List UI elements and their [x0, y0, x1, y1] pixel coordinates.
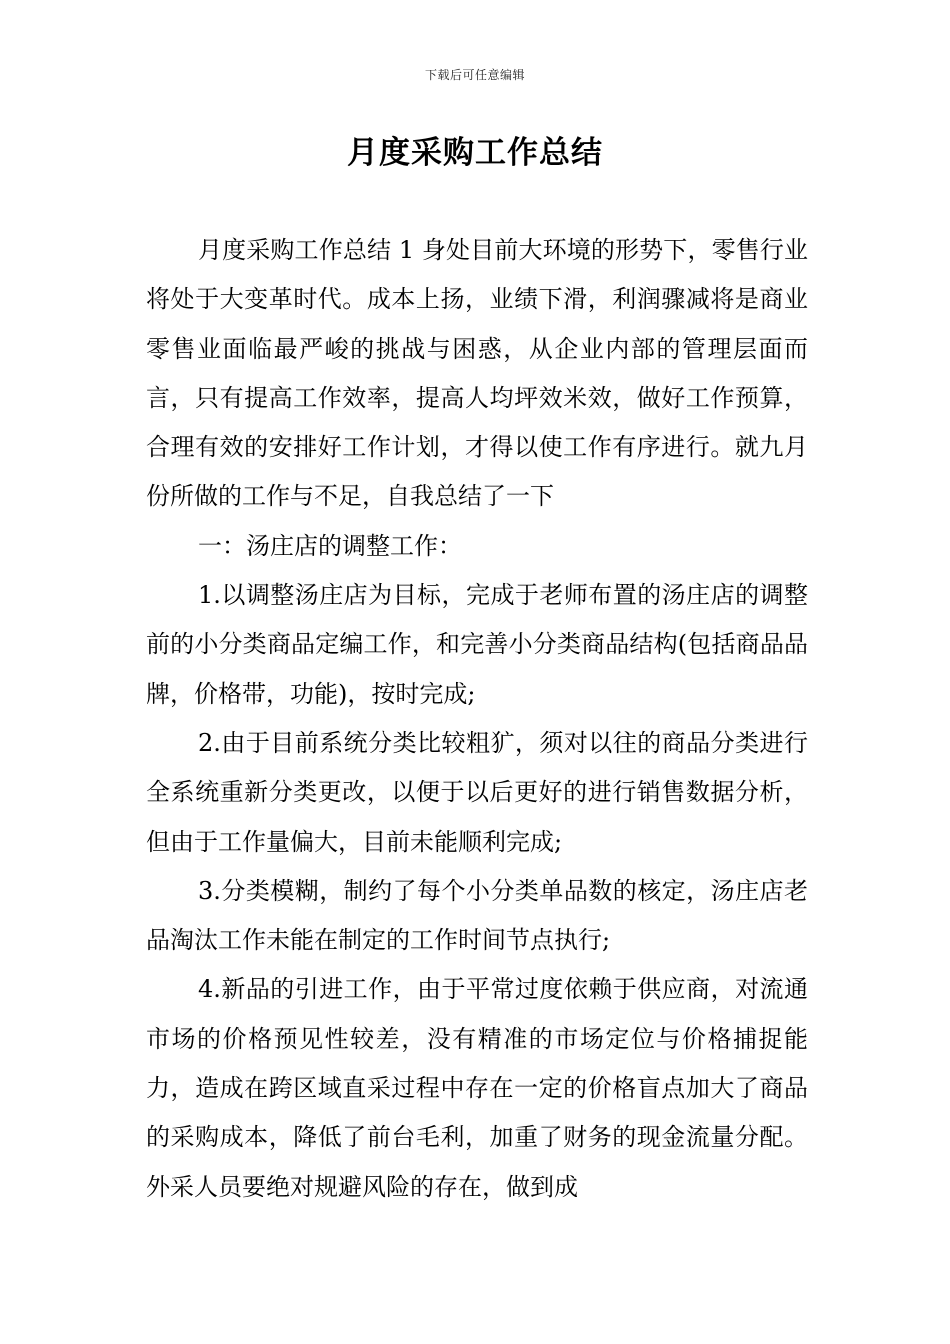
list-item-4: 4.新品的引进工作，由于平常过度依赖于供应商，对流通市场的价格预见性较差，没有精准的市场定位与价格捕捉能力，造成在跨区域直采过程中存在一定的价格盲点加大了商品的采购成本，降低了前台毛利，加重了财务的现金流量分配。外采人员要绝对规避风险的存在，做到成	[146, 975, 808, 1201]
list-item-1: 1.以调整汤庄店为目标，完成于老师布置的汤庄店的调整前的小分类商品定编工作，和完善小分类商品结构(包括商品品牌，价格带，功能)，按时完成;	[146, 581, 808, 708]
list-item-2: 2.由于目前系统分类比较粗犷，须对以往的商品分类进行全系统重新分类更改，以便于以后更好的进行销售数据分析，但由于工作量偏大，目前未能顺利完成;	[146, 728, 808, 856]
document-title: 月度采购工作总结	[347, 135, 603, 171]
section-heading-1: 一：汤庄店的调整工作：	[198, 531, 462, 560]
list-item-3: 3.分类模糊，制约了每个小分类单品数的核定，汤庄店老品淘汰工作未能在制定的工作时间节点执行;	[146, 876, 808, 955]
paragraph-intro: 月度采购工作总结 1 身处目前大环境的形势下，零售行业将处于大变革时代。成本上扬，业绩下滑，利润骤减将是商业零售业面临最严峻的挑战与困惑，从企业内部的管理层面而言，只有提高工作效率，提高人均坪效米效，做好工作预算，合理有效的安排好工作计划，才得以使工作有序进行。就九月份所做的工作与不足，自我总结了一下	[146, 236, 808, 511]
document-body	[146, 226, 808, 1212]
header-note: 下载后可任意编辑	[424, 68, 525, 82]
